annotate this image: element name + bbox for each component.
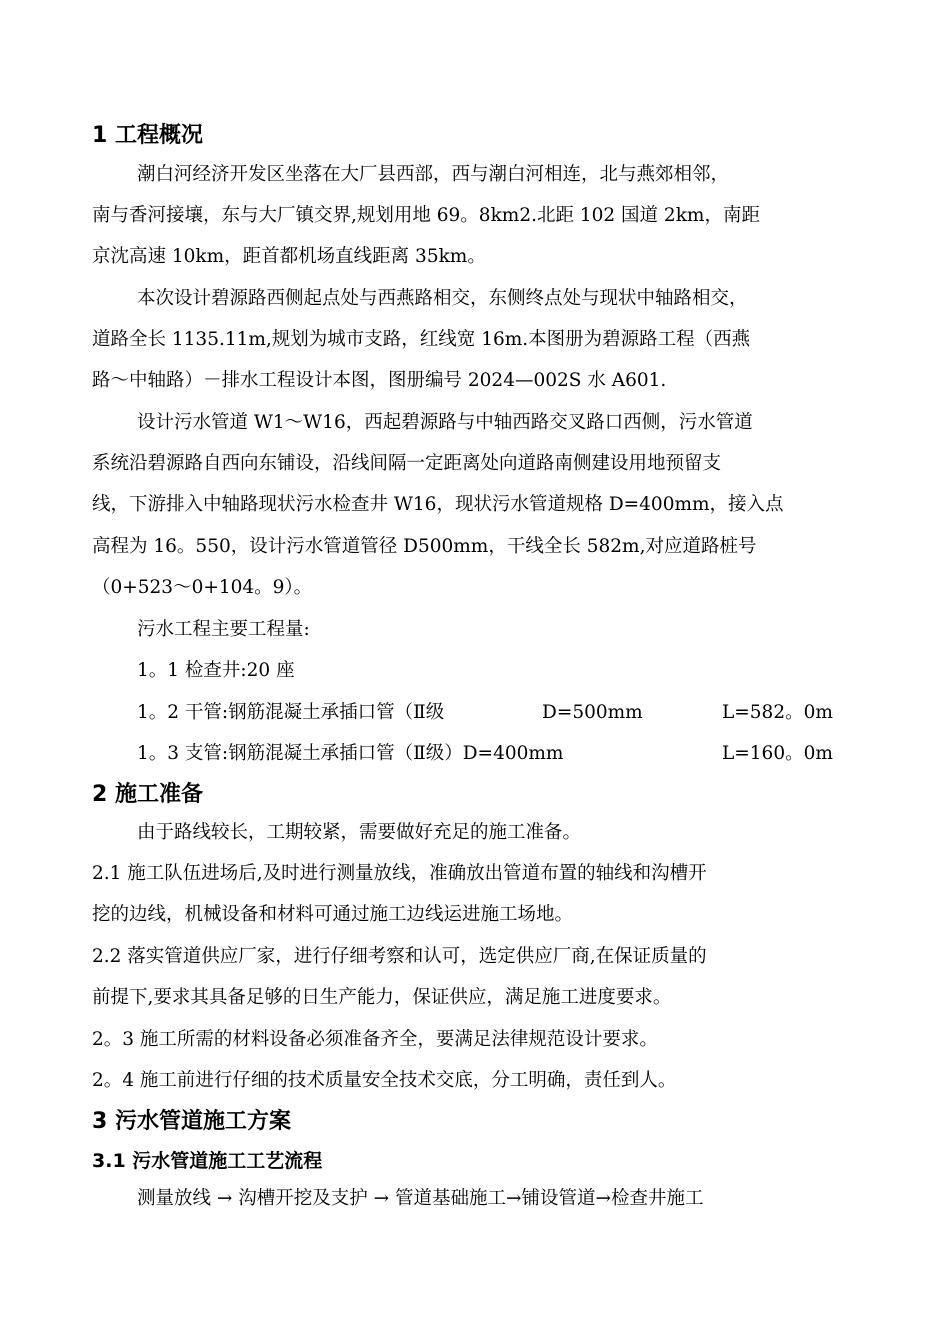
section-2-heading: 2 施工准备 — [92, 782, 203, 807]
s1-p2-line-1: 本次设计碧源路西侧起点处与西燕路相交，东侧终点处与现状中轴路相交， — [137, 288, 748, 309]
quantity-2-item: 1。2 干管:钢筋混凝土承插口管（Ⅱ级 — [137, 702, 445, 723]
quantity-2-length: L=582。0m — [722, 702, 833, 723]
s1-p1-line-3: 京沈高速 10km，距首都机场直线距离 35km。 — [92, 246, 486, 267]
quantity-3-item: 1。3 支管:钢筋混凝土承插口管（Ⅱ级）D=400mm — [137, 743, 564, 764]
s2-p21-line-2: 挖的边线，机械设备和材料可通过施工边线运进施工场地。 — [92, 904, 574, 925]
s1-p3-line-1: 设计污水管道 W1～W16，西起碧源路与中轴西路交叉路口西侧，污水管道 — [137, 412, 753, 433]
s1-p2-line-2: 道路全长 1135.11m,规划为城市支路，红线宽 16m.本图册为碧源路工程（西燕 — [92, 329, 751, 350]
s1-p3-line-2: 系统沿碧源路自西向东铺设，沿线间隔一定距离处向道路南侧建设用地预留支 — [92, 453, 722, 474]
quantity-2-diameter: D=500mm — [542, 702, 643, 723]
s2-p24: 2。4 施工前进行仔细的技术质量安全技术交底，分工明确，责任到人。 — [92, 1070, 677, 1091]
s1-p2-line-3: 路～中轴路）－排水工程设计本图，图册编号 2024—002S 水 A601. — [92, 370, 667, 391]
s1-p3-line-5: （0+523～0+104。9）。 — [92, 577, 313, 598]
section-1-heading: 1 工程概况 — [92, 123, 203, 148]
s1-p3-line-4: 高程为 16。550，设计污水管道管径 D500mm，干线全长 582m,对应道路桩号 — [92, 536, 757, 557]
quantity-1: 1。1 检查井:20 座 — [137, 660, 295, 681]
s2-intro: 由于路线较长，工期较紧，需要做好充足的施工准备。 — [137, 822, 582, 843]
quantities-title: 污水工程主要工程量: — [137, 619, 310, 640]
s2-p21-line-1: 2.1 施工队伍进场后,及时进行测量放线，准确放出管道布置的轴线和沟槽开 — [92, 863, 707, 884]
s1-p3-line-3: 线，下游排入中轴路现状污水检查井 W16，现状污水管道规格 D=400mm，接入点 — [92, 494, 784, 515]
process-flow: 测量放线 → 沟槽开挖及支护 → 管道基础施工→铺设管道→检查井施工 — [137, 1188, 704, 1209]
s1-p1-line-2: 南与香河接壤，东与大厂镇交界,规划用地 69。8km2.北距 102 国道 2km，南距 — [92, 205, 760, 226]
s2-p22-line-2: 前提下,要求其具备足够的日生产能力，保证供应，满足施工进度要求。 — [92, 987, 672, 1008]
section-3-1-heading: 3.1 污水管道施工工艺流程 — [92, 1150, 323, 1172]
s2-p22-line-1: 2.2 落实管道供应厂家，进行仔细考察和认可，选定供应厂商,在保证质量的 — [92, 946, 707, 967]
quantity-3-length: L=160。0m — [722, 743, 833, 764]
section-3-heading: 3 污水管道施工方案 — [92, 1109, 291, 1134]
s2-p23: 2。3 施工所需的材料设备必须准备齐全，要满足法律规范设计要求。 — [92, 1029, 658, 1050]
quantity-3 — [137, 742, 833, 766]
s1-p1-line-1: 潮白河经济开发区坐落在大厂县西部，西与潮白河相连，北与燕郊相邻， — [137, 164, 730, 185]
quantity-2 — [137, 701, 833, 725]
